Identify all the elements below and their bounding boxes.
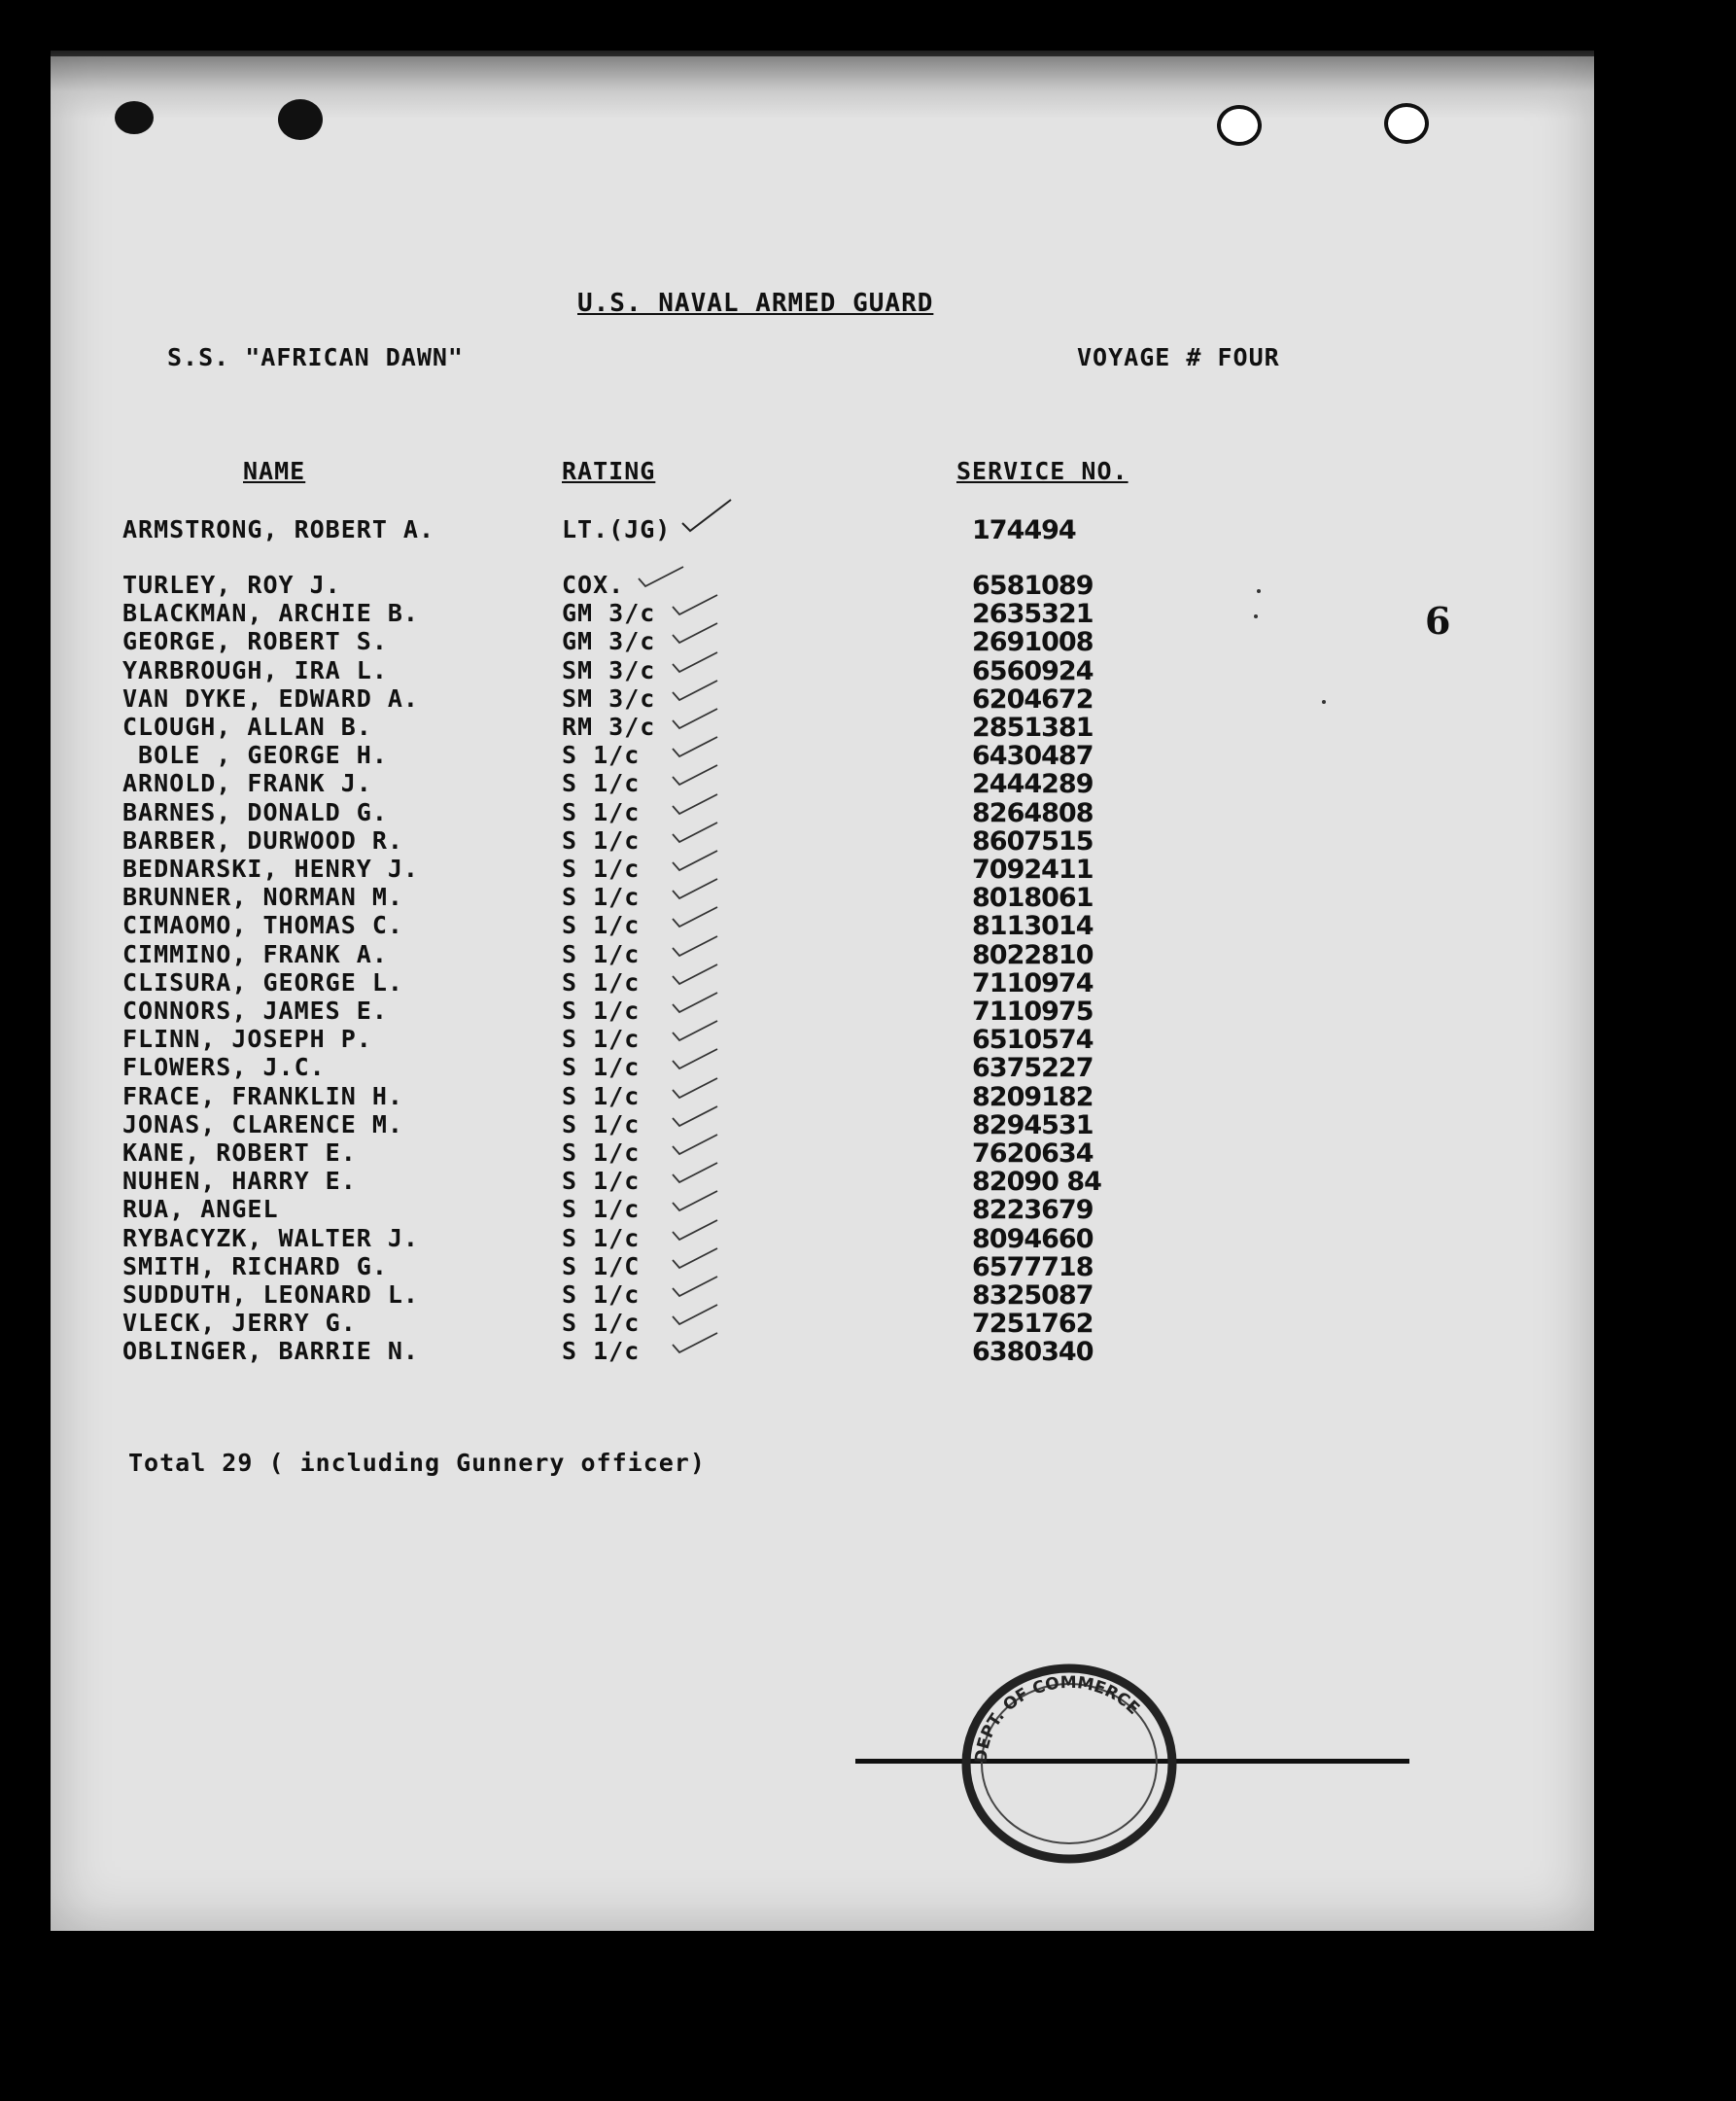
crew-service-no: 7110974 bbox=[972, 968, 1094, 998]
checkmark-icon bbox=[671, 1303, 719, 1326]
crew-service-no: 8113014 bbox=[972, 911, 1094, 941]
crew-name: VAN DYKE, EDWARD A. bbox=[122, 684, 419, 713]
crew-name: TURLEY, ROY J. bbox=[122, 571, 341, 599]
crew-name: FRACE, FRANKLIN H. bbox=[122, 1082, 403, 1110]
checkmark-icon bbox=[671, 1076, 719, 1100]
crew-name: CLISURA, GEORGE L. bbox=[122, 968, 403, 997]
checkmark-icon bbox=[671, 679, 719, 702]
crew-rating: GM 3/c bbox=[562, 627, 656, 655]
crew-service-no: 6577718 bbox=[972, 1252, 1094, 1282]
crew-rating: S 1/c bbox=[562, 1053, 641, 1081]
ship-name: S.S. "AFRICAN DAWN" bbox=[167, 343, 464, 371]
crew-service-no: 8325087 bbox=[972, 1280, 1094, 1311]
checkmark-icon bbox=[671, 934, 719, 958]
crew-rating: S 1/c bbox=[562, 940, 641, 968]
checkmark-icon bbox=[671, 735, 719, 758]
checkmark-icon bbox=[671, 1133, 719, 1156]
checkmark-icon bbox=[671, 1331, 719, 1354]
checkmark-icon bbox=[671, 1047, 719, 1070]
crew-rating: S 1/c bbox=[562, 1337, 641, 1365]
crew-rating: RM 3/c bbox=[562, 713, 656, 741]
crew-name: YARBROUGH, IRA L. bbox=[122, 656, 388, 684]
checkmark-icon bbox=[671, 593, 719, 616]
crew-service-no: 8223679 bbox=[972, 1195, 1094, 1225]
page-title: U.S. NAVAL ARMED GUARD bbox=[577, 289, 934, 318]
column-header-name: NAME bbox=[243, 457, 306, 485]
crew-service-no: 8607515 bbox=[972, 826, 1094, 857]
crew-service-no: 6581089 bbox=[972, 571, 1094, 601]
crew-name: BLACKMAN, ARCHIE B. bbox=[122, 599, 419, 627]
crew-name: SUDDUTH, LEONARD L. bbox=[122, 1280, 419, 1309]
crew-rating: S 1/c bbox=[562, 911, 641, 939]
crew-name: RYBACYZK, WALTER J. bbox=[122, 1224, 419, 1252]
crew-rating: S 1/C bbox=[562, 1252, 641, 1280]
crew-service-no: 8022810 bbox=[972, 940, 1094, 970]
crew-service-no: 2851381 bbox=[972, 713, 1094, 743]
checkmark-icon bbox=[671, 1104, 719, 1128]
speck bbox=[1322, 700, 1326, 704]
crew-rating: S 1/c bbox=[562, 1280, 641, 1309]
crew-name: FLINN, JOSEPH P. bbox=[122, 1025, 372, 1053]
crew-rating: S 1/c bbox=[562, 1138, 641, 1167]
official-stamp bbox=[957, 1661, 1181, 1867]
checkmark-icon bbox=[671, 905, 719, 928]
checkmark-icon bbox=[671, 763, 719, 787]
crew-service-no: 7092411 bbox=[972, 855, 1094, 885]
crew-service-no: 8094660 bbox=[972, 1224, 1094, 1254]
checkmark-icon bbox=[671, 821, 719, 844]
crew-name: SMITH, RICHARD G. bbox=[122, 1252, 388, 1280]
crew-rating: S 1/c bbox=[562, 1025, 641, 1053]
crew-name: ARNOLD, FRANK J. bbox=[122, 769, 372, 797]
crew-rating: S 1/c bbox=[562, 1195, 641, 1223]
crew-service-no: 7110975 bbox=[972, 997, 1094, 1027]
crew-service-no: 8018061 bbox=[972, 883, 1094, 913]
punch-hole-left bbox=[278, 99, 323, 140]
crew-service-no: 7620634 bbox=[972, 1138, 1094, 1169]
checkmark-icon bbox=[671, 650, 719, 674]
crew-rating: GM 3/c bbox=[562, 599, 656, 627]
punch-hole-right bbox=[1217, 105, 1262, 146]
crew-rating: S 1/c bbox=[562, 798, 641, 826]
crew-name: VLECK, JERRY G. bbox=[122, 1309, 357, 1337]
crew-service-no: 8294531 bbox=[972, 1110, 1094, 1140]
crew-service-no: 6430487 bbox=[972, 741, 1094, 771]
crew-rating: S 1/c bbox=[562, 855, 641, 883]
total-count: Total 29 ( including Gunnery officer) bbox=[128, 1449, 706, 1477]
crew-name: RUA, ANGEL bbox=[122, 1195, 279, 1223]
crew-name: JONAS, CLARENCE M. bbox=[122, 1110, 403, 1138]
crew-name: BOLE , GEORGE H. bbox=[122, 741, 388, 769]
checkmark-icon bbox=[671, 1246, 719, 1270]
checkmark-icon bbox=[671, 621, 719, 645]
crew-rating: S 1/c bbox=[562, 997, 641, 1025]
crew-name: CONNORS, JAMES E. bbox=[122, 997, 388, 1025]
page-number: 6 bbox=[1425, 599, 1452, 643]
crew-rating: S 1/c bbox=[562, 741, 641, 769]
checkmark-icon bbox=[671, 1189, 719, 1212]
crew-rating: S 1/c bbox=[562, 1224, 641, 1252]
crew-service-no: 7251762 bbox=[972, 1309, 1094, 1339]
officer-rating: LT.(JG) bbox=[562, 515, 672, 543]
checkmark-icon bbox=[671, 963, 719, 986]
crew-name: BRUNNER, NORMAN M. bbox=[122, 883, 403, 911]
crew-rating: S 1/c bbox=[562, 769, 641, 797]
crew-rating: COX. bbox=[562, 571, 625, 599]
crew-name: FLOWERS, J.C. bbox=[122, 1053, 326, 1081]
checkmark-icon bbox=[671, 849, 719, 872]
crew-rating: S 1/c bbox=[562, 1110, 641, 1138]
speck bbox=[1257, 589, 1261, 593]
crew-service-no: 82090 84 bbox=[972, 1167, 1101, 1197]
checkmark-icon bbox=[671, 1019, 719, 1042]
crew-service-no: 2691008 bbox=[972, 627, 1094, 657]
checkmark-icon bbox=[671, 1161, 719, 1184]
crew-name: CIMAOMO, THOMAS C. bbox=[122, 911, 403, 939]
column-header-service-no: SERVICE NO. bbox=[956, 457, 1128, 485]
crew-service-no: 6510574 bbox=[972, 1025, 1094, 1055]
crew-rating: S 1/c bbox=[562, 1167, 641, 1195]
stamp-text: DEPT. OF COMMERCE bbox=[971, 1672, 1144, 1765]
crew-service-no: 2444289 bbox=[972, 769, 1094, 799]
crew-name: OBLINGER, BARRIE N. bbox=[122, 1337, 419, 1365]
crew-service-no: 6204672 bbox=[972, 684, 1094, 715]
crew-name: GEORGE, ROBERT S. bbox=[122, 627, 388, 655]
crew-rating: SM 3/c bbox=[562, 656, 656, 684]
crew-rating: S 1/c bbox=[562, 1309, 641, 1337]
crew-rating: S 1/c bbox=[562, 968, 641, 997]
svg-text:DEPT. OF COMMERCE bbox=[972, 1673, 1143, 1765]
crew-service-no: 6380340 bbox=[972, 1337, 1094, 1367]
speck bbox=[1254, 614, 1258, 618]
checkmark-icon bbox=[671, 1275, 719, 1298]
crew-rating: S 1/c bbox=[562, 1082, 641, 1110]
crew-rating: S 1/c bbox=[562, 826, 641, 855]
checkmark-icon bbox=[671, 877, 719, 900]
voyage-number: VOYAGE # FOUR bbox=[1077, 343, 1280, 371]
crew-service-no: 6375227 bbox=[972, 1053, 1094, 1083]
checkmark-icon bbox=[671, 1218, 719, 1242]
crew-name: NUHEN, HARRY E. bbox=[122, 1167, 357, 1195]
checkmark-icon bbox=[680, 498, 733, 535]
crew-rating: S 1/c bbox=[562, 883, 641, 911]
crew-name: KANE, ROBERT E. bbox=[122, 1138, 357, 1167]
crew-service-no: 2635321 bbox=[972, 599, 1094, 629]
checkmark-icon bbox=[637, 565, 685, 588]
crew-name: BARBER, DURWOOD R. bbox=[122, 826, 403, 855]
column-header-rating: RATING bbox=[562, 457, 656, 485]
crew-name: CLOUGH, ALLAN B. bbox=[122, 713, 372, 741]
officer-service-no: 174494 bbox=[972, 515, 1076, 545]
crew-name: BARNES, DONALD G. bbox=[122, 798, 388, 826]
officer-name: ARMSTRONG, ROBERT A. bbox=[122, 515, 435, 543]
checkmark-icon bbox=[671, 792, 719, 816]
punch-hole-far-right bbox=[1384, 103, 1429, 144]
crew-name: CIMMINO, FRANK A. bbox=[122, 940, 388, 968]
checkmark-icon bbox=[671, 707, 719, 730]
torn-corner-hole bbox=[115, 101, 154, 134]
crew-service-no: 6560924 bbox=[972, 656, 1094, 686]
crew-rating: SM 3/c bbox=[562, 684, 656, 713]
crew-service-no: 8264808 bbox=[972, 798, 1094, 828]
checkmark-icon bbox=[671, 991, 719, 1014]
crew-service-no: 8209182 bbox=[972, 1082, 1094, 1112]
crew-name: BEDNARSKI, HENRY J. bbox=[122, 855, 419, 883]
